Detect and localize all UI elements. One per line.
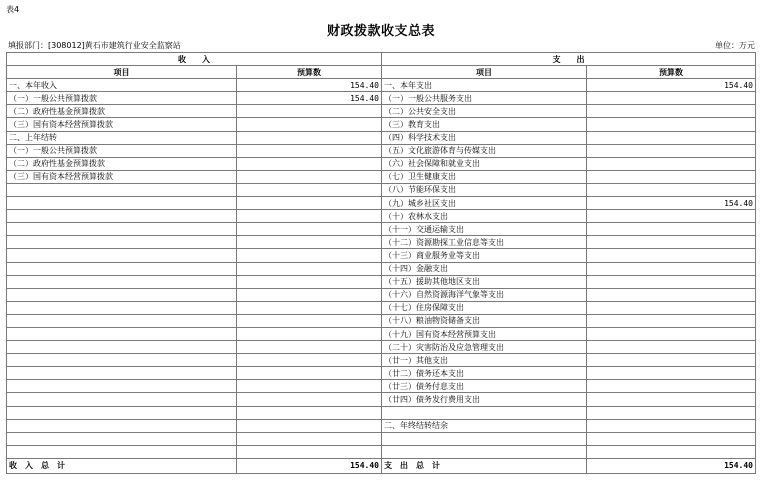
table-row: [7, 118, 756, 131]
table-row: [7, 105, 756, 118]
expense-value-cell: 154.40: [587, 79, 756, 92]
expense-value-cell: [587, 131, 756, 144]
expense-item-header: 项目: [382, 66, 587, 79]
expense-value-cell: [587, 249, 756, 262]
income-item-cell: （一）一般公共预算拨款: [7, 144, 237, 157]
income-item-cell: 一、本年收入: [7, 79, 237, 92]
expense-item-cell: （廿二）债务还本支出: [382, 367, 587, 380]
income-item-cell: [7, 327, 237, 340]
table-row: [7, 197, 756, 210]
expense-value-cell: [587, 170, 756, 183]
expense-value-cell: [587, 210, 756, 223]
table-row: [7, 79, 756, 92]
expense-value-cell: [587, 275, 756, 288]
income-item-cell: [7, 445, 237, 458]
table-row: [7, 157, 756, 170]
income-value-cell: [237, 197, 382, 210]
table-number: 表4: [6, 5, 20, 14]
income-value-cell: [237, 105, 382, 118]
table-row: [7, 131, 756, 144]
income-value-cell: 154.40: [237, 79, 382, 92]
income-item-cell: [7, 341, 237, 354]
page-title: 财政拨款收支总表: [326, 24, 435, 39]
department-label: 填报部门：[308012]黄石市建筑行业安全监察站: [8, 41, 181, 50]
expense-value-cell: [587, 367, 756, 380]
income-value-cell: [237, 183, 382, 196]
expense-item-cell: （二）公共安全支出: [382, 105, 587, 118]
income-value-cell: [237, 419, 382, 432]
table-row: [7, 380, 756, 393]
income-item-cell: [7, 301, 237, 314]
expense-section-header: 支 出: [382, 53, 756, 66]
table-row: [7, 419, 756, 432]
income-value-cell: [237, 380, 382, 393]
expense-value-cell: [587, 262, 756, 275]
expense-value-cell: 154.40: [587, 197, 756, 210]
expense-value-cell: [587, 118, 756, 131]
unit-label: 单位：万元: [715, 41, 755, 50]
income-value-cell: [237, 288, 382, 301]
table-row: [7, 354, 756, 367]
table-row: [7, 249, 756, 262]
income-item-cell: [7, 432, 237, 445]
income-item-cell: [7, 393, 237, 406]
expense-item-cell: （十九）国有资本经营预算支出: [382, 327, 587, 340]
income-item-cell: 二、上年结转: [7, 131, 237, 144]
expense-value-cell: [587, 92, 756, 105]
table-row: [7, 406, 756, 419]
expense-item-cell: （十三）商业服务业等支出: [382, 249, 587, 262]
income-value-cell: [237, 223, 382, 236]
expense-item-cell: （二十）灾害防治及应急管理支出: [382, 341, 587, 354]
income-value-cell: [237, 327, 382, 340]
income-item-cell: [7, 236, 237, 249]
table-row: [7, 92, 756, 105]
expense-value-cell: [587, 144, 756, 157]
table-row: [7, 301, 756, 314]
expense-value-cell: [587, 406, 756, 419]
expense-value-cell: [587, 432, 756, 445]
table-row: [7, 288, 756, 301]
table-row: [7, 341, 756, 354]
expense-item-cell: [382, 445, 587, 458]
income-value-cell: [237, 393, 382, 406]
expense-value-cell: [587, 445, 756, 458]
income-value-cell: [237, 118, 382, 131]
table-row: [7, 432, 756, 445]
expense-item-cell: （十七）住房保障支出: [382, 301, 587, 314]
table-row: [7, 445, 756, 458]
table-row: [7, 144, 756, 157]
expense-item-cell: （九）城乡社区支出: [382, 197, 587, 210]
income-value-cell: [237, 144, 382, 157]
income-item-cell: （二）政府性基金预算拨款: [7, 157, 237, 170]
table-body: [7, 79, 756, 459]
income-item-cell: [7, 354, 237, 367]
expense-value-cell: [587, 105, 756, 118]
expense-item-cell: （廿四）债务发行费用支出: [382, 393, 587, 406]
expense-total-value: 154.40: [587, 458, 756, 473]
expense-item-cell: [382, 432, 587, 445]
income-item-cell: [7, 197, 237, 210]
income-item-header: 项目: [7, 66, 237, 79]
expense-value-cell: [587, 419, 756, 432]
section-header-row: [7, 53, 756, 66]
table-row: [7, 314, 756, 327]
table-row: [7, 236, 756, 249]
income-value-cell: [237, 170, 382, 183]
income-item-cell: （二）政府性基金预算拨款: [7, 105, 237, 118]
income-budget-header: 预算数: [237, 66, 382, 79]
income-item-cell: [7, 288, 237, 301]
income-item-cell: [7, 183, 237, 196]
table-row: [7, 393, 756, 406]
expense-item-cell: 二、年终结转结余: [382, 419, 587, 432]
expense-value-cell: [587, 314, 756, 327]
expense-item-cell: [382, 406, 587, 419]
income-item-cell: [7, 314, 237, 327]
expense-item-cell: （十）农林水支出: [382, 210, 587, 223]
income-item-cell: （一）一般公共预算拨款: [7, 92, 237, 105]
table-row: [7, 275, 756, 288]
table-row: [7, 210, 756, 223]
income-section-header: 收 入: [7, 53, 382, 66]
expense-value-cell: [587, 288, 756, 301]
expense-item-cell: （三）教育支出: [382, 118, 587, 131]
table-row: [7, 262, 756, 275]
table-row: [7, 327, 756, 340]
income-item-cell: （三）国有资本经营预算拨款: [7, 118, 237, 131]
income-item-cell: （三）国有资本经营预算拨款: [7, 170, 237, 183]
income-item-cell: [7, 262, 237, 275]
expense-total-label: 支 出 总 计: [382, 458, 587, 473]
income-item-cell: [7, 275, 237, 288]
expense-budget-header: 预算数: [587, 66, 756, 79]
income-value-cell: [237, 367, 382, 380]
income-item-cell: [7, 367, 237, 380]
expense-value-cell: [587, 301, 756, 314]
expense-item-cell: 一、本年支出: [382, 79, 587, 92]
income-value-cell: 154.40: [237, 92, 382, 105]
income-value-cell: [237, 236, 382, 249]
income-value-cell: [237, 249, 382, 262]
expense-item-cell: （一）一般公共服务支出: [382, 92, 587, 105]
expense-item-cell: （十二）资源勘探工业信息等支出: [382, 236, 587, 249]
income-item-cell: [7, 406, 237, 419]
expense-item-cell: （十六）自然资源海洋气象等支出: [382, 288, 587, 301]
income-total-label: 收 入 总 计: [7, 458, 237, 473]
income-item-cell: [7, 419, 237, 432]
income-value-cell: [237, 341, 382, 354]
expense-item-cell: （七）卫生健康支出: [382, 170, 587, 183]
table-row: [7, 367, 756, 380]
table-row: [7, 223, 756, 236]
income-item-cell: [7, 380, 237, 393]
income-value-cell: [237, 406, 382, 419]
expense-value-cell: [587, 354, 756, 367]
income-item-cell: [7, 249, 237, 262]
income-value-cell: [237, 275, 382, 288]
expense-value-cell: [587, 183, 756, 196]
income-value-cell: [237, 432, 382, 445]
table-row: [7, 183, 756, 196]
income-value-cell: [237, 354, 382, 367]
expense-value-cell: [587, 223, 756, 236]
expense-item-cell: （廿三）债务付息支出: [382, 380, 587, 393]
column-header-row: [7, 66, 756, 79]
expense-value-cell: [587, 157, 756, 170]
income-value-cell: [237, 301, 382, 314]
expense-value-cell: [587, 236, 756, 249]
income-total-value: 154.40: [237, 458, 382, 473]
income-value-cell: [237, 157, 382, 170]
expense-item-cell: （六）社会保障和就业支出: [382, 157, 587, 170]
income-value-cell: [237, 210, 382, 223]
expense-value-cell: [587, 327, 756, 340]
expense-item-cell: （十五）援助其他地区支出: [382, 275, 587, 288]
income-value-cell: [237, 131, 382, 144]
income-value-cell: [237, 445, 382, 458]
expense-item-cell: （五）文化旅游体育与传媒支出: [382, 144, 587, 157]
expense-item-cell: （八）节能环保支出: [382, 183, 587, 196]
expense-value-cell: [587, 341, 756, 354]
expense-value-cell: [587, 393, 756, 406]
table-row: [7, 170, 756, 183]
expense-item-cell: （廿一）其他支出: [382, 354, 587, 367]
income-value-cell: [237, 262, 382, 275]
income-value-cell: [237, 314, 382, 327]
income-item-cell: [7, 223, 237, 236]
expense-value-cell: [587, 380, 756, 393]
expense-item-cell: （十八）粮油物资储备支出: [382, 314, 587, 327]
expense-item-cell: （四）科学技术支出: [382, 131, 587, 144]
expense-item-cell: （十四）金融支出: [382, 262, 587, 275]
budget-table: [6, 52, 756, 474]
expense-item-cell: （十一）交通运输支出: [382, 223, 587, 236]
income-item-cell: [7, 210, 237, 223]
total-row: [7, 458, 756, 473]
